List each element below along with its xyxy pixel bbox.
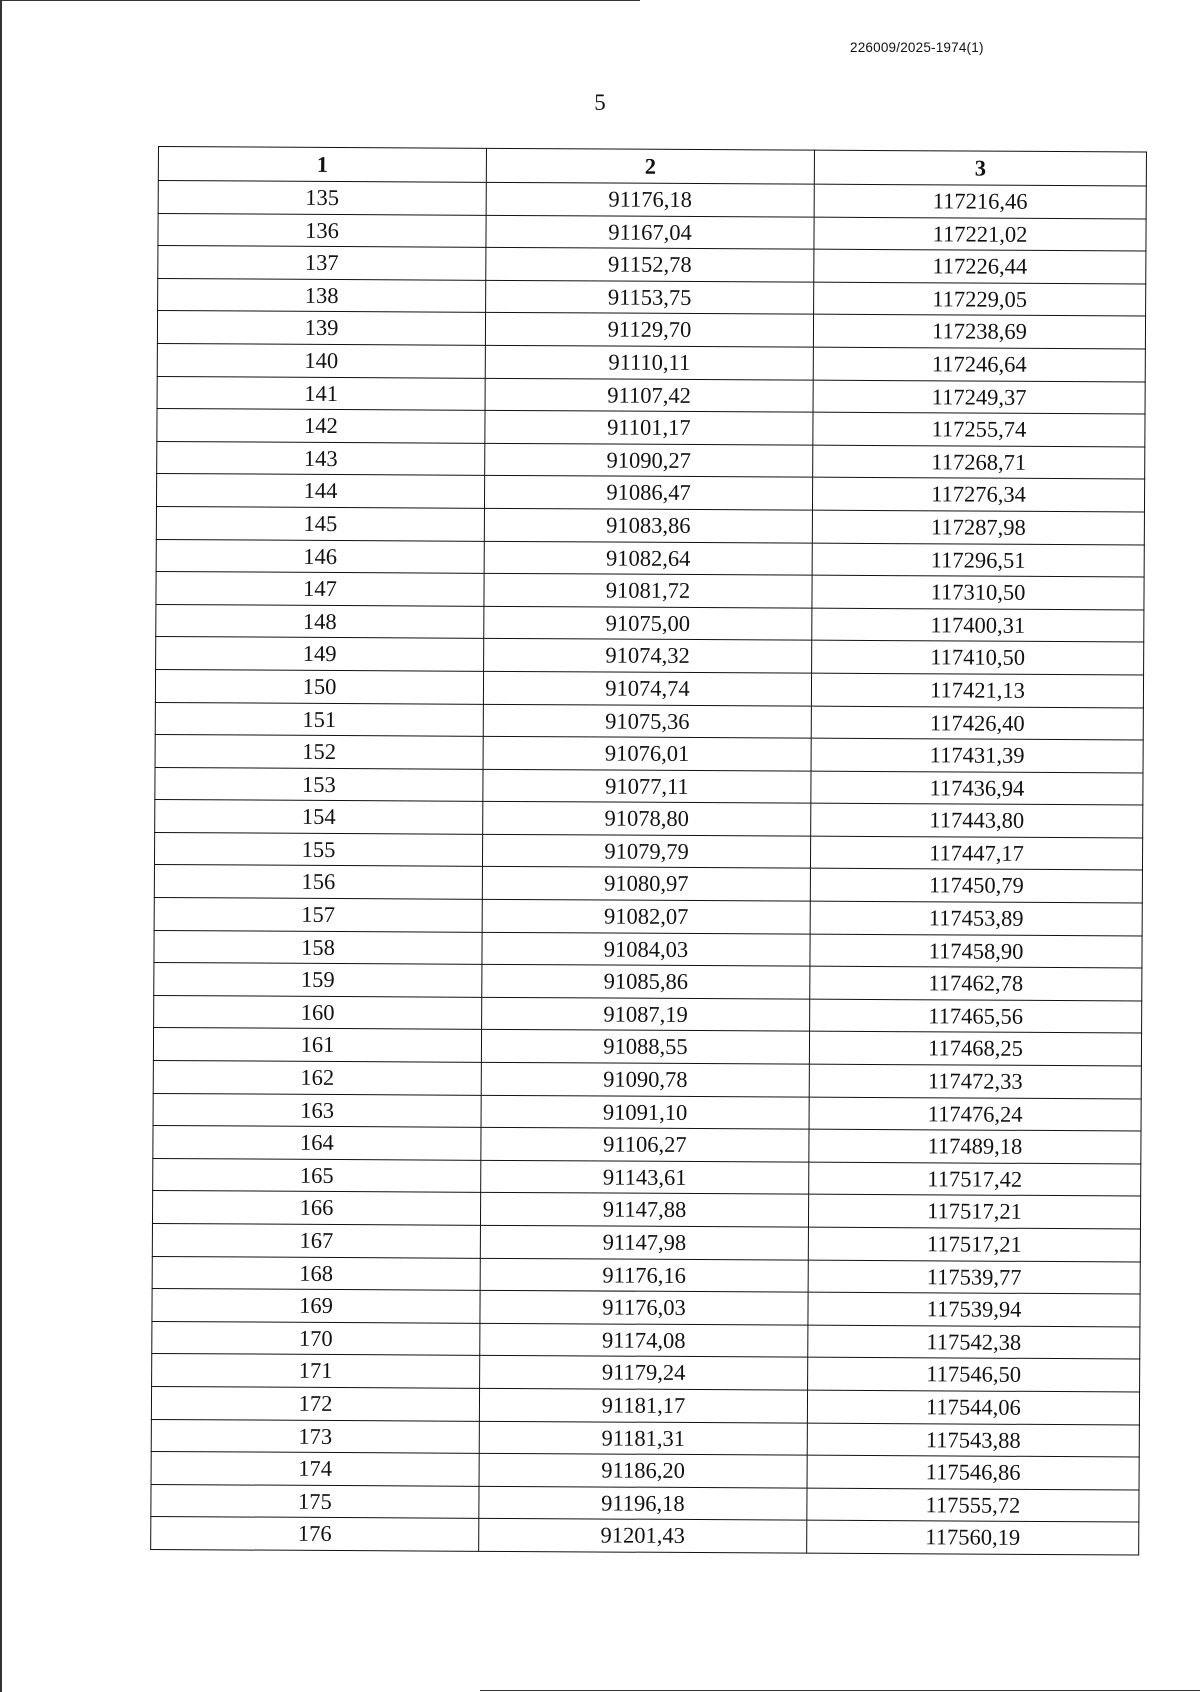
x-coordinate-cell: 91075,00 xyxy=(484,606,812,640)
y-coordinate-cell: 117476,24 xyxy=(809,1097,1141,1131)
table-row xyxy=(155,800,1143,838)
x-coordinate-cell: 91181,31 xyxy=(479,1421,807,1455)
point-number-cell: 171 xyxy=(152,1354,480,1388)
table-row xyxy=(156,604,1144,642)
table-row xyxy=(151,1419,1139,1457)
table-body xyxy=(151,181,1147,1555)
x-coordinate-cell: 91110,11 xyxy=(485,345,813,379)
point-number-cell: 151 xyxy=(155,702,483,736)
y-coordinate-cell: 117246,64 xyxy=(813,347,1145,381)
point-number-cell: 156 xyxy=(154,865,482,899)
coordinates-table xyxy=(150,146,1147,1555)
point-number-cell: 136 xyxy=(158,213,486,247)
column-header: 2 xyxy=(486,148,814,184)
y-coordinate-cell: 117544,06 xyxy=(807,1390,1139,1424)
table-row xyxy=(153,1126,1141,1164)
point-number-cell: 150 xyxy=(155,669,483,703)
point-number-cell: 175 xyxy=(151,1484,479,1518)
point-number-cell: 163 xyxy=(153,1093,481,1127)
y-coordinate-cell: 117426,40 xyxy=(811,706,1143,740)
y-coordinate-cell: 117472,33 xyxy=(809,1064,1141,1098)
point-number-cell: 159 xyxy=(154,963,482,997)
y-coordinate-cell: 117489,18 xyxy=(809,1129,1141,1163)
point-number-cell: 164 xyxy=(153,1126,481,1160)
y-coordinate-cell: 117546,50 xyxy=(808,1358,1140,1392)
table-row xyxy=(154,832,1142,870)
x-coordinate-cell: 91078,80 xyxy=(483,802,811,836)
point-number-cell: 146 xyxy=(156,539,484,573)
x-coordinate-cell: 91074,74 xyxy=(483,671,811,705)
x-coordinate-cell: 91176,03 xyxy=(480,1291,808,1325)
table-row xyxy=(152,1256,1140,1294)
x-coordinate-cell: 91088,55 xyxy=(481,1030,809,1064)
point-number-cell: 135 xyxy=(158,181,486,215)
x-coordinate-cell: 91167,04 xyxy=(486,215,814,249)
point-number-cell: 153 xyxy=(155,767,483,801)
table-row xyxy=(158,278,1146,316)
x-coordinate-cell: 91174,08 xyxy=(480,1323,808,1357)
y-coordinate-cell: 117468,25 xyxy=(809,1032,1141,1066)
table-row xyxy=(152,1223,1140,1261)
y-coordinate-cell: 117453,89 xyxy=(810,901,1142,935)
table-row xyxy=(156,539,1144,577)
scan-edge-left xyxy=(0,0,2,1692)
table-row xyxy=(155,767,1143,805)
x-coordinate-cell: 91086,47 xyxy=(484,476,812,510)
y-coordinate-cell: 117255,74 xyxy=(813,412,1145,446)
y-coordinate-cell: 117249,37 xyxy=(813,380,1145,414)
x-coordinate-cell: 91186,20 xyxy=(479,1453,807,1487)
x-coordinate-cell: 91087,19 xyxy=(482,997,810,1031)
table-row xyxy=(157,441,1145,479)
column-header: 1 xyxy=(158,147,486,183)
table-row xyxy=(156,572,1144,610)
table-row xyxy=(155,702,1143,740)
point-number-cell: 173 xyxy=(151,1419,479,1453)
y-coordinate-cell: 117546,86 xyxy=(807,1455,1139,1489)
x-coordinate-cell: 91106,27 xyxy=(481,1128,809,1162)
table-row xyxy=(155,669,1143,707)
table-row xyxy=(154,865,1142,903)
x-coordinate-cell: 91076,01 xyxy=(483,736,811,770)
scan-edge-top xyxy=(0,0,640,1)
y-coordinate-cell: 117465,56 xyxy=(810,999,1142,1033)
table-row xyxy=(151,1517,1139,1555)
table-row xyxy=(152,1354,1140,1392)
table-row xyxy=(151,1452,1139,1490)
y-coordinate-cell: 117431,39 xyxy=(811,738,1143,772)
point-number-cell: 143 xyxy=(157,441,485,475)
y-coordinate-cell: 117542,38 xyxy=(808,1325,1140,1359)
point-number-cell: 137 xyxy=(158,246,486,280)
column-header: 3 xyxy=(814,150,1146,186)
x-coordinate-cell: 91085,86 xyxy=(482,965,810,999)
y-coordinate-cell: 117421,13 xyxy=(811,673,1143,707)
table-row xyxy=(156,637,1144,675)
x-coordinate-cell: 91101,17 xyxy=(485,410,813,444)
y-coordinate-cell: 117443,80 xyxy=(811,803,1143,837)
point-number-cell: 162 xyxy=(153,1061,481,1095)
y-coordinate-cell: 117450,79 xyxy=(810,869,1142,903)
point-number-cell: 140 xyxy=(157,343,485,377)
table-row xyxy=(158,181,1146,219)
x-coordinate-cell: 91143,61 xyxy=(481,1160,809,1194)
table-row xyxy=(154,930,1142,968)
point-number-cell: 165 xyxy=(153,1158,481,1192)
table-row xyxy=(153,1093,1141,1131)
point-number-cell: 152 xyxy=(155,735,483,769)
point-number-cell: 147 xyxy=(156,572,484,606)
table-row xyxy=(153,1028,1141,1066)
x-coordinate-cell: 91196,18 xyxy=(479,1486,807,1520)
point-number-cell: 168 xyxy=(152,1256,480,1290)
x-coordinate-cell: 91152,78 xyxy=(486,248,814,282)
y-coordinate-cell: 117447,17 xyxy=(810,836,1142,870)
x-coordinate-cell: 91081,72 xyxy=(484,573,812,607)
table-row xyxy=(157,343,1145,381)
y-coordinate-cell: 117517,42 xyxy=(809,1162,1141,1196)
table-row xyxy=(156,474,1144,512)
point-number-cell: 149 xyxy=(156,637,484,671)
point-number-cell: 142 xyxy=(157,409,485,443)
x-coordinate-cell: 91153,75 xyxy=(486,280,814,314)
point-number-cell: 138 xyxy=(158,278,486,312)
table-row xyxy=(151,1386,1139,1424)
table-row xyxy=(157,376,1145,414)
x-coordinate-cell: 91090,27 xyxy=(485,443,813,477)
x-coordinate-cell: 91077,11 xyxy=(483,769,811,803)
y-coordinate-cell: 117462,78 xyxy=(810,966,1142,1000)
table-row xyxy=(152,1191,1140,1229)
y-coordinate-cell: 117221,02 xyxy=(814,217,1146,251)
y-coordinate-cell: 117276,34 xyxy=(812,478,1144,512)
y-coordinate-cell: 117543,88 xyxy=(807,1423,1139,1457)
y-coordinate-cell: 117216,46 xyxy=(814,184,1146,218)
y-coordinate-cell: 117539,94 xyxy=(808,1292,1140,1326)
y-coordinate-cell: 117517,21 xyxy=(808,1227,1140,1261)
point-number-cell: 158 xyxy=(154,930,482,964)
x-coordinate-cell: 91201,43 xyxy=(479,1519,807,1553)
point-number-cell: 166 xyxy=(152,1191,480,1225)
x-coordinate-cell: 91082,07 xyxy=(482,899,810,933)
x-coordinate-cell: 91181,17 xyxy=(479,1388,807,1422)
point-number-cell: 169 xyxy=(152,1289,480,1323)
page-number: 5 xyxy=(594,90,606,115)
y-coordinate-cell: 117560,19 xyxy=(807,1520,1139,1554)
table-row xyxy=(152,1289,1140,1327)
document-id: 226009/2025-1974(1) xyxy=(850,40,984,55)
x-coordinate-cell: 91107,42 xyxy=(485,378,813,412)
x-coordinate-cell: 91082,64 xyxy=(484,541,812,575)
y-coordinate-cell: 117238,69 xyxy=(813,315,1145,349)
x-coordinate-cell: 91176,18 xyxy=(486,182,814,216)
y-coordinate-cell: 117517,21 xyxy=(808,1195,1140,1229)
table-row xyxy=(157,311,1145,349)
table-header-row xyxy=(158,147,1146,187)
table-row xyxy=(153,1158,1141,1196)
y-coordinate-cell: 117226,44 xyxy=(814,249,1146,283)
y-coordinate-cell: 117400,31 xyxy=(812,608,1144,642)
x-coordinate-cell: 91176,16 xyxy=(480,1258,808,1292)
x-coordinate-cell: 91090,78 xyxy=(481,1062,809,1096)
y-coordinate-cell: 117436,94 xyxy=(811,771,1143,805)
table-row xyxy=(157,409,1145,447)
point-number-cell: 157 xyxy=(154,898,482,932)
point-number-cell: 174 xyxy=(151,1452,479,1486)
scan-edge-bottom xyxy=(480,1690,1200,1691)
x-coordinate-cell: 91129,70 xyxy=(485,313,813,347)
table-row xyxy=(154,963,1142,1001)
point-number-cell: 154 xyxy=(155,800,483,834)
point-number-cell: 172 xyxy=(151,1386,479,1420)
y-coordinate-cell: 117268,71 xyxy=(813,445,1145,479)
x-coordinate-cell: 91147,98 xyxy=(480,1225,808,1259)
point-number-cell: 161 xyxy=(153,1028,481,1062)
y-coordinate-cell: 117287,98 xyxy=(812,510,1144,544)
x-coordinate-cell: 91084,03 xyxy=(482,932,810,966)
x-coordinate-cell: 91083,86 xyxy=(484,508,812,542)
table-row xyxy=(155,735,1143,773)
point-number-cell: 144 xyxy=(156,474,484,508)
table-row xyxy=(158,246,1146,284)
point-number-cell: 176 xyxy=(151,1517,479,1551)
y-coordinate-cell: 117296,51 xyxy=(812,543,1144,577)
x-coordinate-cell: 91147,88 xyxy=(480,1193,808,1227)
table-row xyxy=(153,1061,1141,1099)
y-coordinate-cell: 117555,72 xyxy=(807,1488,1139,1522)
x-coordinate-cell: 91074,32 xyxy=(484,639,812,673)
table-row xyxy=(152,1321,1140,1359)
y-coordinate-cell: 117410,50 xyxy=(812,640,1144,674)
y-coordinate-cell: 117310,50 xyxy=(812,575,1144,609)
y-coordinate-cell: 117229,05 xyxy=(814,282,1146,316)
table-row xyxy=(154,898,1142,936)
table-row xyxy=(158,213,1146,251)
table-row xyxy=(151,1484,1139,1522)
x-coordinate-cell: 91075,36 xyxy=(483,704,811,738)
table-row xyxy=(154,995,1142,1033)
x-coordinate-cell: 91179,24 xyxy=(480,1356,808,1390)
x-coordinate-cell: 91080,97 xyxy=(482,867,810,901)
point-number-cell: 141 xyxy=(157,376,485,410)
y-coordinate-cell: 117539,77 xyxy=(808,1260,1140,1294)
y-coordinate-cell: 117458,90 xyxy=(810,934,1142,968)
point-number-cell: 145 xyxy=(156,506,484,540)
x-coordinate-cell: 91091,10 xyxy=(481,1095,809,1129)
point-number-cell: 139 xyxy=(157,311,485,345)
point-number-cell: 155 xyxy=(154,832,482,866)
point-number-cell: 167 xyxy=(152,1223,480,1257)
point-number-cell: 148 xyxy=(156,604,484,638)
point-number-cell: 170 xyxy=(152,1321,480,1355)
x-coordinate-cell: 91079,79 xyxy=(482,834,810,868)
point-number-cell: 160 xyxy=(154,995,482,1029)
table-row xyxy=(156,506,1144,544)
